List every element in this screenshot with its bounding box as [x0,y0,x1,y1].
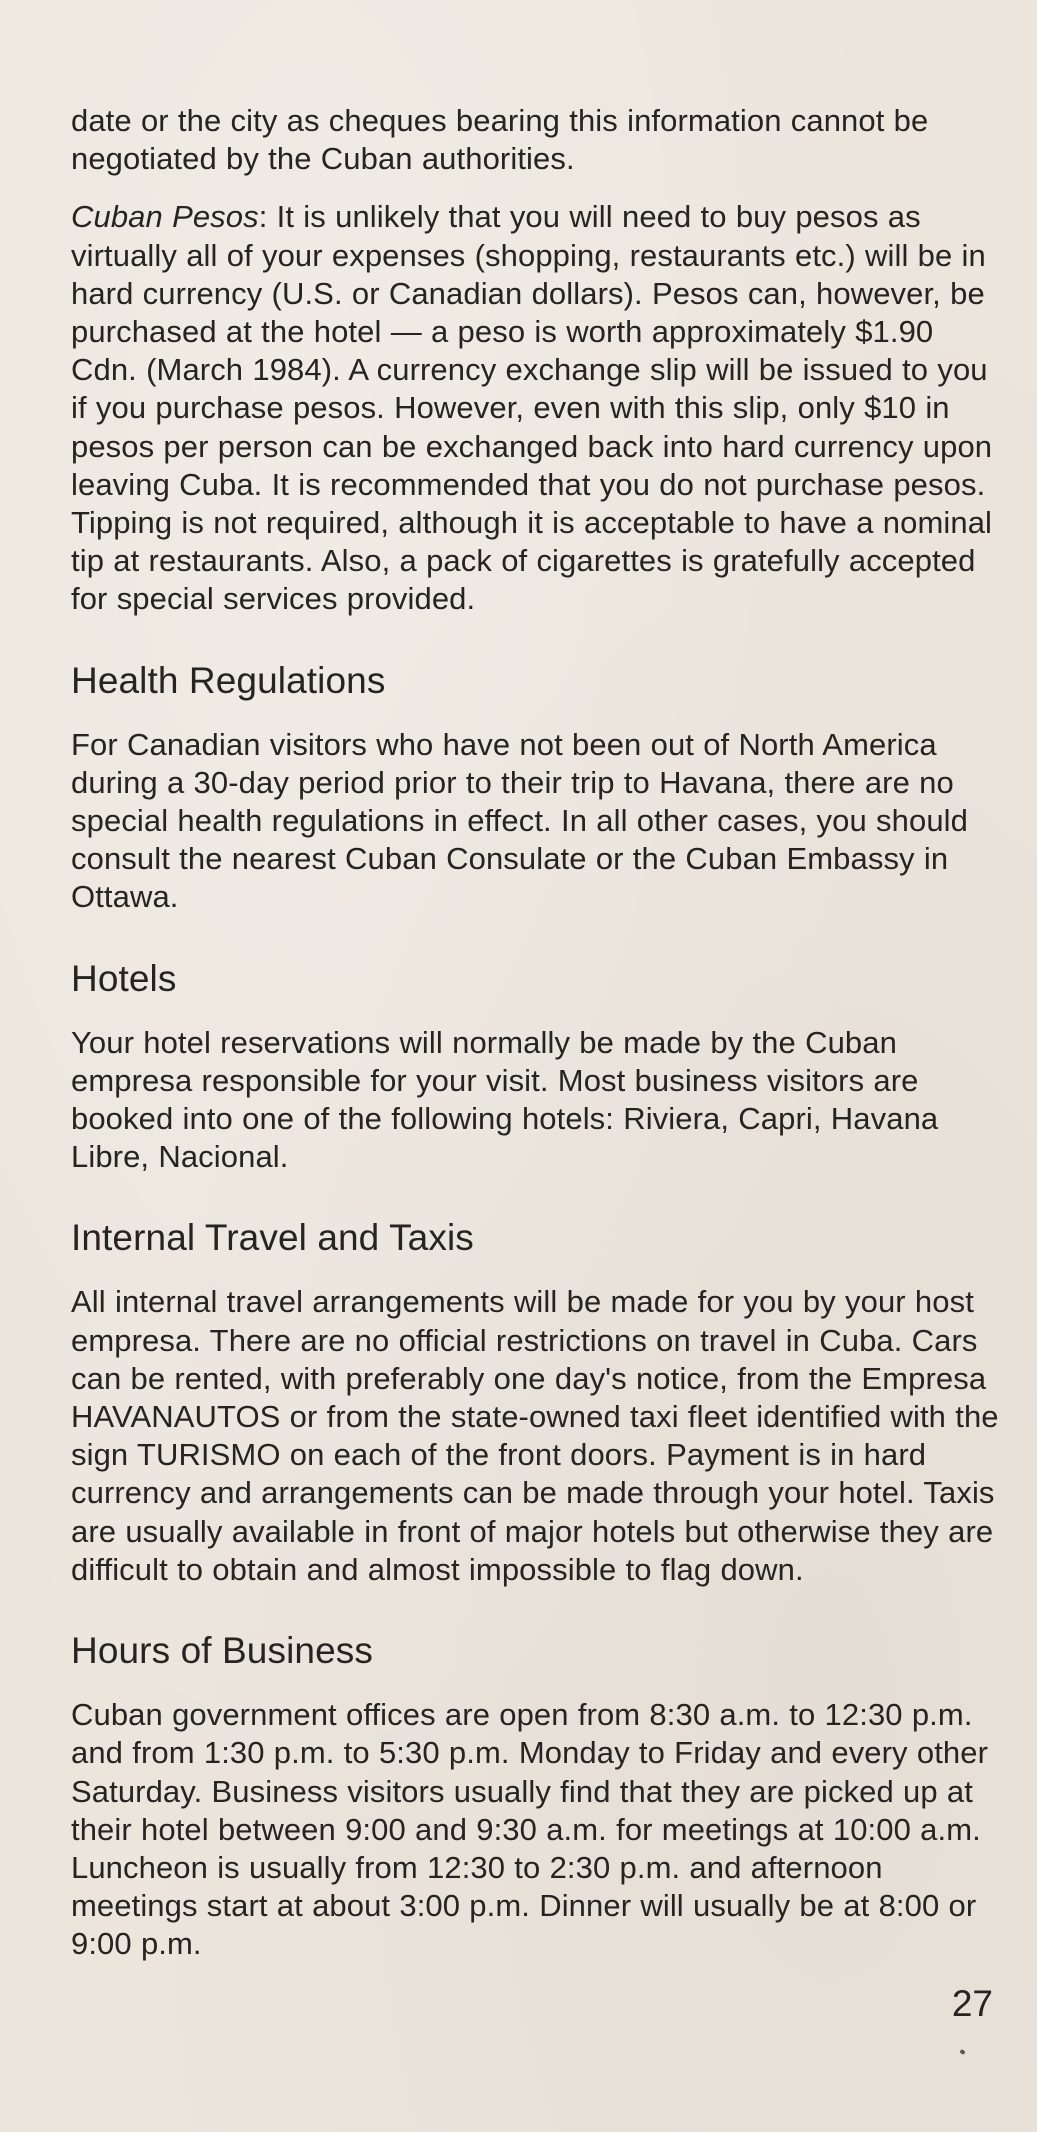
cuban-pesos-text: It is unlikely that you will need to buy pesos as virtually all of your expenses (shopping, restaurants etc.) will be in hard currency (U.S. or Canadian dollars). Pesos can, however, be purchased at the hotel — a peso is worth approximately $1.90 Cdn. (March 1984). A currency exchange slip will be issued to you if you purchase pesos. However, even with this slip, only $10 in pesos per person can be exchanged back into hard currency upon leaving Cuba. It is recommended that you do not purchase pesos. Tipping is not required, although it is acceptable to have a nominal tip at restaurants. Also, a pack of cigarettes is gratefully accepted for special services provided. [71,199,993,617]
intro-continuation-paragraph: date or the city as cheques bearing this information cannot be negotiated by the Cuban authorities. [71,103,929,177]
term-separator: : [258,199,277,235]
page-number: 27 [951,1983,993,2024]
health-regulations-paragraph: For Canadian visitors who have not been out of North America during a 30-day period prior to their trip to Havana, there are no special health regulations in effect. In all other cases, you should consult the nearest Cuban Consulate or the Cuban Embassy in Ottawa. [71,726,968,915]
hotels-paragraph: Your hotel reservations will normally be made by the Cuban empresa responsible for your visit. Most business visitors are booked into one of the following hotels: Riviera, Capri, Havana Libre, Nacional. [71,1024,939,1175]
page-body [71,102,1001,1964]
hotels-heading: Hotels [71,957,177,999]
hours-of-business-heading: Hours of Business [71,1630,373,1672]
internal-travel-paragraph: All internal travel arrangements will be made for you by your host empresa. There are no official restrictions on travel in Cuba. Cars can be rented, with preferably one day's notice, from the Empresa HAVANAUTOS or from the state-owned taxi fleet identified with the sign TURISMO on each of the front doors. Payment is in hard currency and arrangements can be made through your hotel. Taxis are usually available in front of major hotels but otherwise they are difficult to obtain and almost impossible to flag down. [71,1284,999,1587]
ink-speck-mark [959,2049,965,2055]
internal-travel-heading: Internal Travel and Taxis [71,1217,474,1259]
cuban-pesos-paragraph [71,198,1001,618]
health-regulations-heading: Health Regulations [71,659,386,701]
hours-of-business-paragraph: Cuban government offices are open from 8:30 a.m. to 12:30 p.m. and from 1:30 p.m. to 5:30 p.m. Monday to Friday and every other Saturday. Business visitors usually find that they are picked up at their hotel between 9:00 and 9:30 a.m. for meetings at 10:00 a.m. Luncheon is usually from 12:30 to 2:30 p.m. and afternoon meetings start at about 3:00 p.m. Dinner will usually be at 8:00 or 9:00 p.m. [71,1697,989,1962]
cuban-pesos-term: Cuban Pesos [71,199,259,235]
